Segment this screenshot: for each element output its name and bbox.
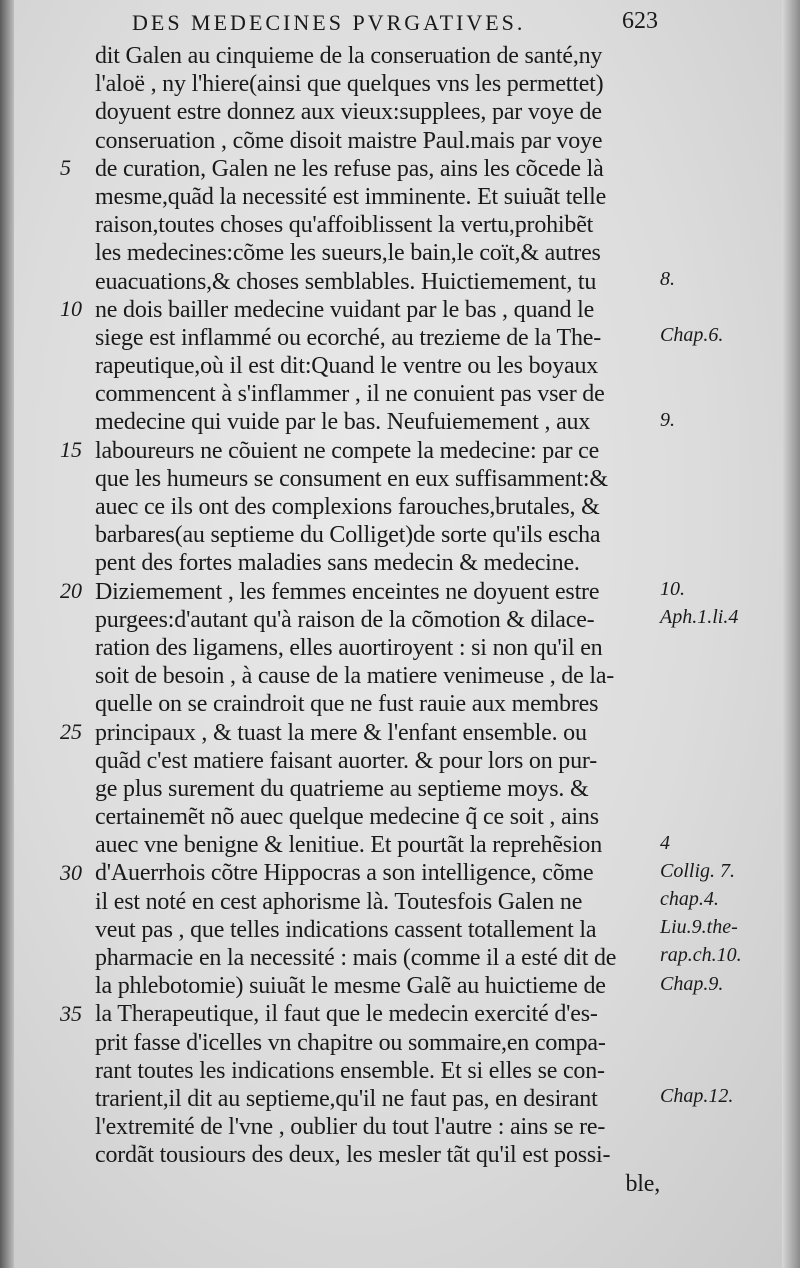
text-line: il est noté en cest aphorisme là. Toutesfois Galen ne [95, 888, 583, 915]
page-gutter-shadow [0, 0, 14, 1268]
marginal-note: Chap.12. [660, 1085, 734, 1108]
marginal-note: 10. [660, 577, 685, 600]
text-line: euacuations,& choses semblables. Huictiemement, tu [95, 268, 597, 295]
text-line: rapeutique,où il est dit:Quand le ventre ou les boyaux [95, 353, 599, 380]
text-line: quãd c'est matiere faisant auorter. & pour lors on pur- [95, 747, 598, 774]
text-line: veut pas , que telles indications cassent totallement la [95, 916, 597, 943]
line-number: 20 [60, 577, 82, 603]
marginal-note: rap.ch.10. [660, 944, 742, 967]
marginal-note: Liu.9.the- [660, 916, 738, 939]
text-line: dit Galen au cinquieme de la conseruation de santé,ny [95, 43, 603, 69]
text-line: purgees:d'autant qu'à raison de la cõmotion & dilace- [95, 606, 595, 633]
marginal-note: Chap.6. [660, 324, 724, 346]
text-line: la Therapeutique, il faut que le medecin exercité d'es- [95, 1001, 598, 1028]
body-text [95, 42, 670, 1198]
text-line: conseruation , cõme disoit maistre Paul.mais par voye [95, 127, 603, 154]
marginal-note: chap.4. [660, 888, 719, 910]
text-line: siege est inflammé ou ecorché, au trezieme de la The- [95, 324, 602, 351]
text-line: doyuent estre donnez aux vieux:supplees, par voye de [95, 99, 602, 126]
text-line: ble, [625, 1170, 660, 1197]
text-line: principaux , & tuast la mere & l'enfant ensemble. ou [95, 719, 587, 746]
text-line: raison,toutes choses qu'affoiblissent la vertu,prohibẽt [95, 212, 594, 239]
text-line: soit de besoin , à cause de la matiere venimeuse , de la- [95, 663, 615, 690]
marginal-note: 9. [660, 408, 675, 431]
marginal-note: 4 [660, 831, 670, 854]
text-line: laboureurs ne cõuient ne compete la medecine: par ce [95, 437, 600, 464]
text-line: mesme,quãd la necessité est imminente. Et suiuãt telle [95, 183, 607, 210]
text-line: quelle on se craindroit que ne fust rauie aux membres [95, 691, 599, 718]
line-number: 30 [60, 859, 82, 885]
marginal-note: Collig. 7. [660, 859, 736, 882]
text-line: ration des ligamens, elles auortiroyent : si non qu'il en [95, 634, 603, 661]
text-line: pent des fortes maladies sans medecin & medecine. [95, 550, 580, 577]
marginal-note: Aph.1.li.4 [660, 606, 739, 628]
line-number: 35 [60, 1000, 82, 1026]
text-line: trarient,il dit au septieme,qu'il ne faut pas, en desirant [95, 1085, 598, 1112]
text-line: l'extremité de l'vne , oublier du tout l'autre : ains se re- [95, 1114, 606, 1141]
text-line: d'Auerrhois cõtre Hippocras a son intelligence, cõme [95, 860, 594, 887]
text-line: medecine qui vuide par le bas. Neufuiemement , aux [95, 409, 591, 436]
marginal-note: 8. [660, 267, 675, 290]
text-line: commencent à s'inflammer , il ne conuient pas vser de [95, 381, 605, 408]
running-title: DES MEDECINES PVRGATIVES. [132, 10, 526, 35]
text-line: l'aloë , ny l'hiere(ainsi que quelques vns les permettet) [95, 71, 604, 98]
text-line: la phlebotomie) suiuãt le mesme Galẽ au huictieme de [95, 973, 606, 1000]
text-line: auec ce ils ont des complexions farouches,brutales, & [95, 494, 600, 520]
text-line: auec vne benigne & lenitiue. Et pourtãt la reprehẽsion [95, 832, 603, 859]
marginal-note: Chap.9. [660, 972, 724, 995]
text-line: certainemẽt nõ auec quelque medecine q̃ ce soit , ains [95, 804, 599, 831]
line-number: 10 [60, 295, 82, 321]
text-line: rant toutes les indications ensemble. Et si elles se con- [95, 1057, 605, 1084]
page-edge [782, 0, 800, 1268]
page-number: 623 [622, 8, 658, 34]
text-line: prit fasse d'icelles vn chapitre ou sommaire,en compa- [95, 1029, 606, 1056]
text-line: les medecines:cõme les sueurs,le bain,le coït,& autres [95, 240, 601, 267]
line-number: 25 [60, 718, 82, 744]
text-line: pharmacie en la necessité : mais (comme il a esté dit de [95, 945, 617, 971]
page-header [0, 6, 800, 38]
text-line: barbares(au septieme du Colliget)de sorte qu'ils escha [95, 522, 601, 549]
line-number: 5 [60, 154, 71, 180]
text-line: que les humeurs se consument en eux suffisamment:& [95, 465, 608, 492]
text-line: ne dois bailler medecine vuidant par le bas , quand le [95, 296, 595, 323]
line-number: 15 [60, 436, 82, 462]
text-line: Diziemement , les femmes enceintes ne doyuent estre [95, 578, 600, 605]
text-line: ge plus surement du quatrieme au septieme moys. & [95, 775, 589, 802]
text-line: cordãt tousiours des deux, les mesler tãt qu'il est possi- [95, 1142, 611, 1169]
text-line: de curation, Galen ne les refuse pas, ains les cõcede là [95, 155, 604, 182]
